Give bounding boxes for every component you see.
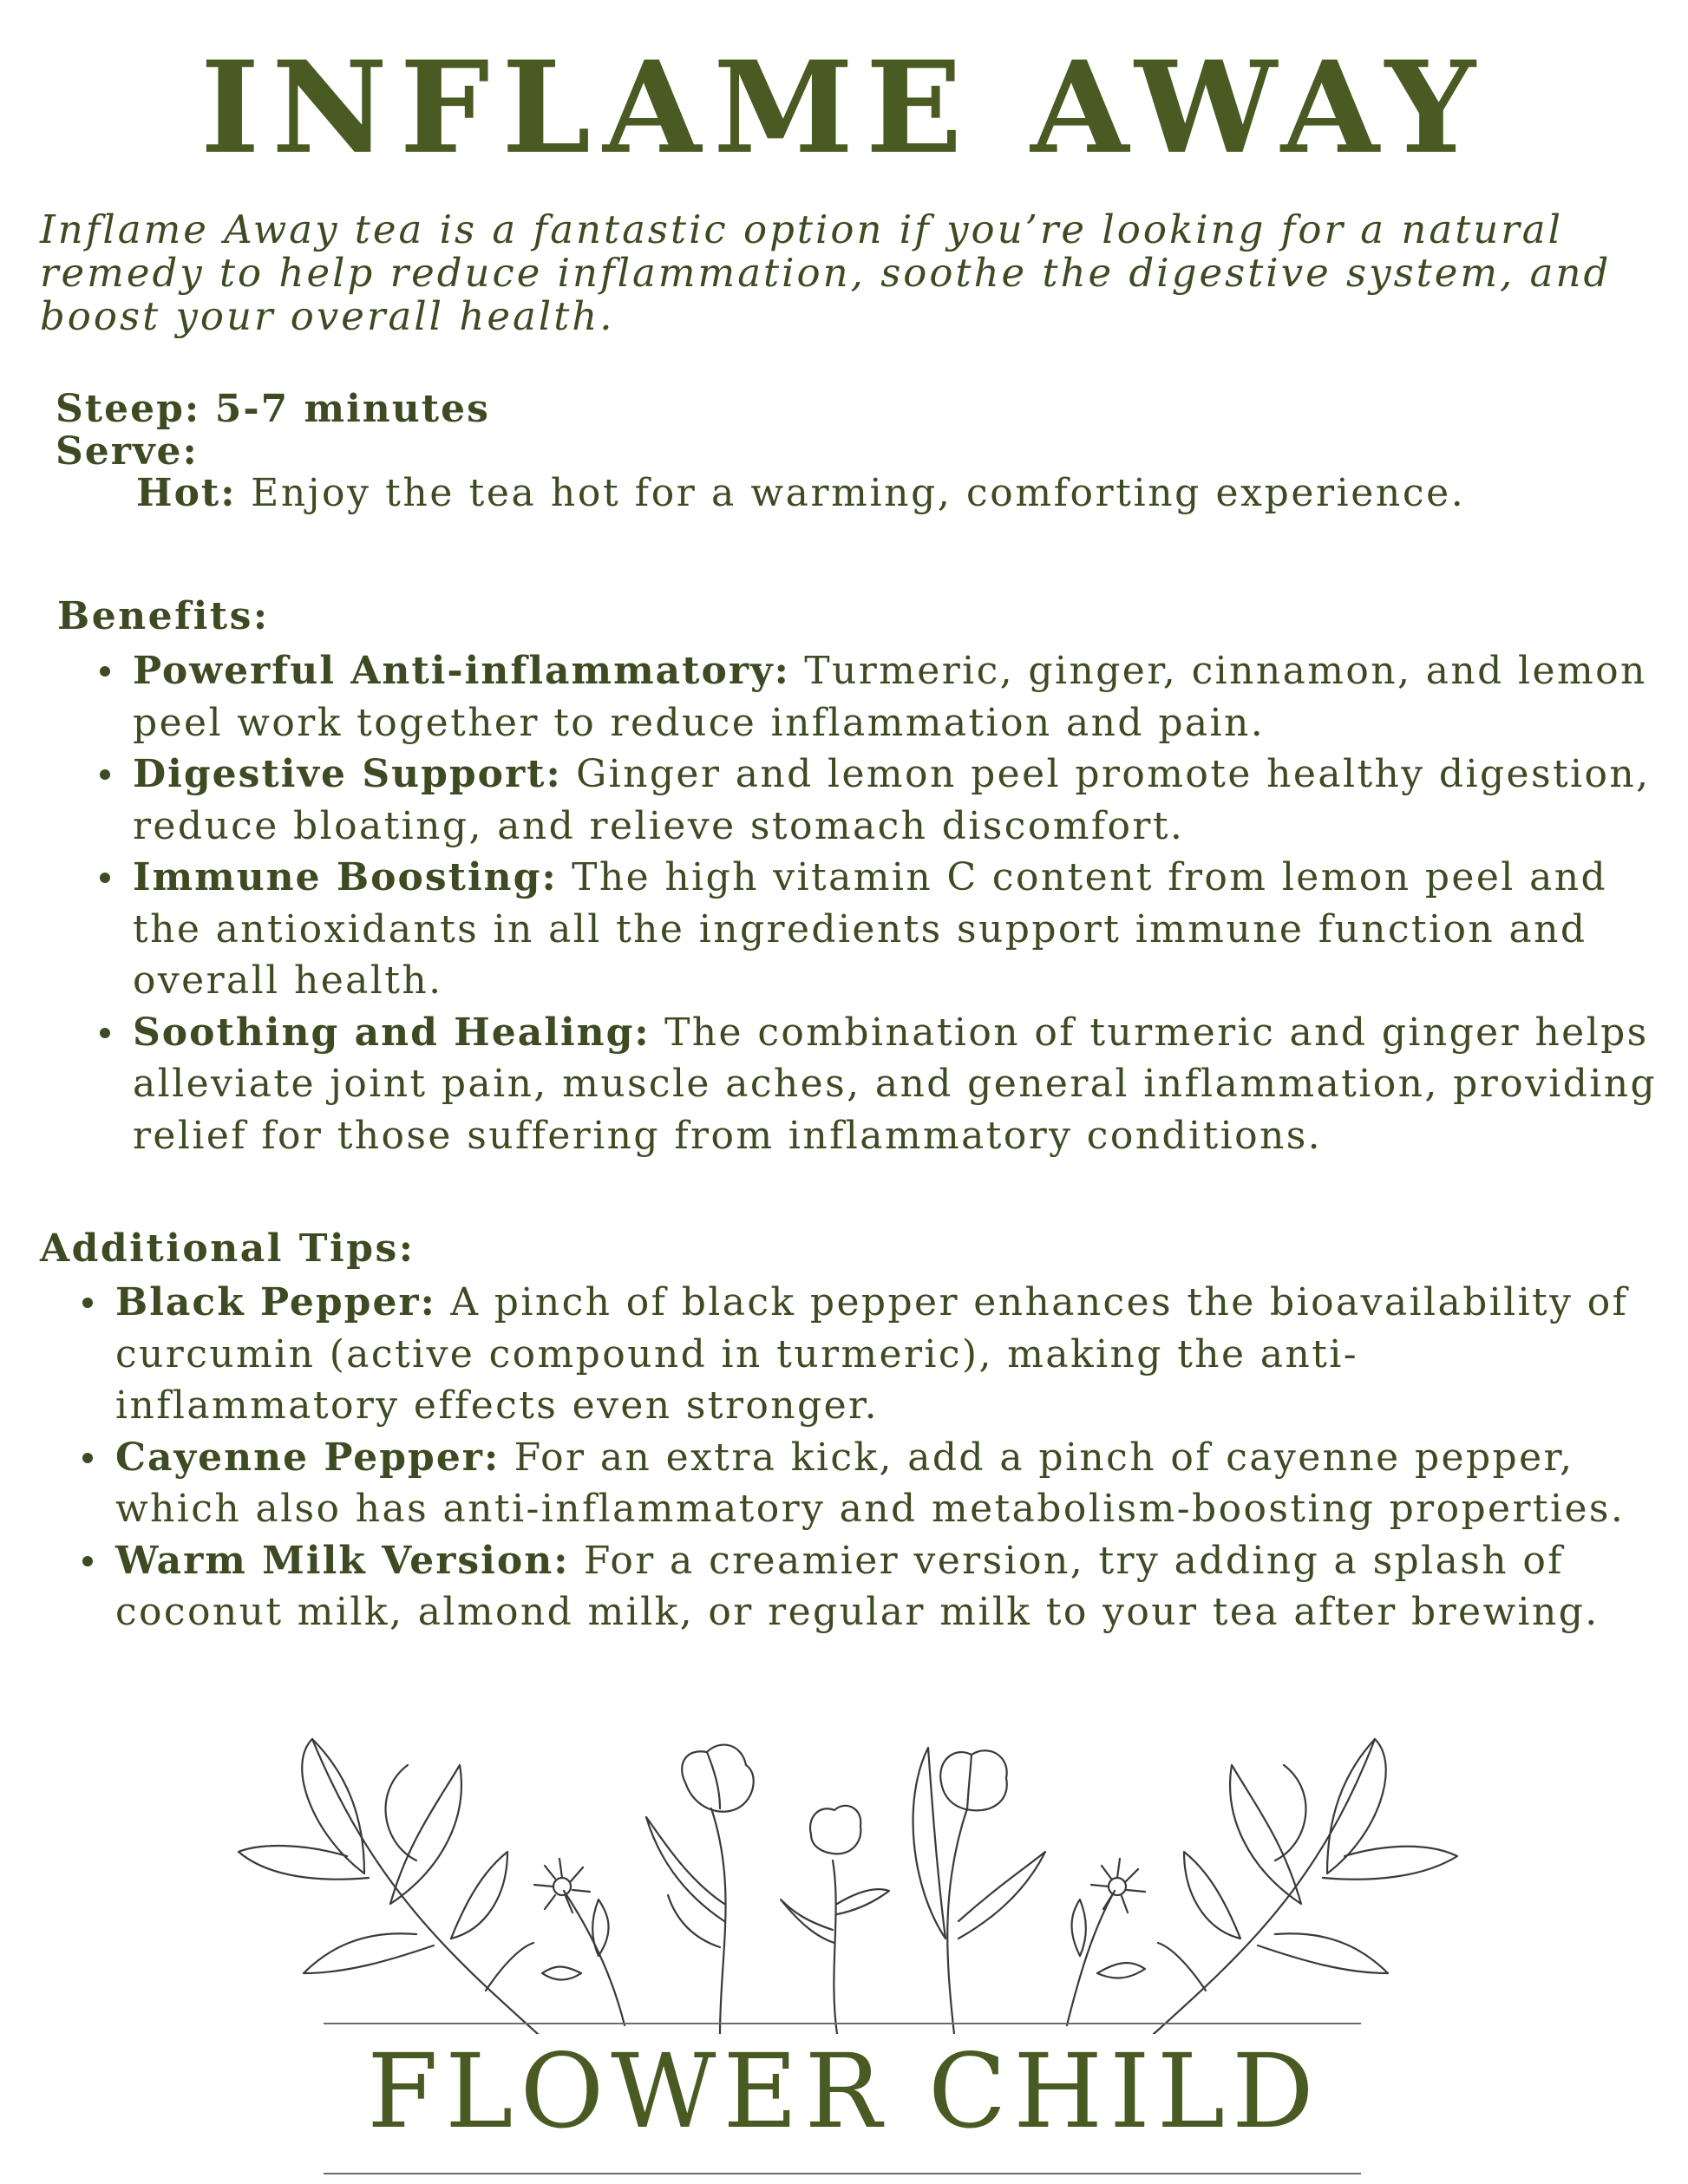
tips-heading: Additional Tips:	[40, 1226, 415, 1271]
benefit-label: Digestive Support:	[133, 752, 562, 796]
brand-bottom-rule	[324, 2173, 1361, 2174]
benefit-text: The combination of turmeric and ginger helps alleviate joint pain, muscle aches, and general inflammation, providing relief for those suffering from inflammatory conditions.	[133, 1010, 1658, 1158]
serve-hot-text: Enjoy the tea hot for a warming, comforting experience.	[251, 471, 1466, 515]
left-tulip-icon	[646, 1745, 754, 2034]
left-daisy-icon	[534, 1859, 625, 2025]
right-daisy-icon	[1067, 1859, 1145, 2025]
page-title: INFLAME AWAY	[200, 34, 1488, 182]
benefit-label: Immune Boosting:	[133, 855, 558, 899]
serve-label: Serve:	[56, 429, 199, 474]
benefit-item	[133, 852, 1659, 1007]
right-branch-icon	[1154, 1739, 1457, 2034]
tip-item	[115, 1277, 1642, 1432]
benefit-text: The high vitamin C content from lemon peel and the antioxidants in all the ingredients support immune function and overall health.	[133, 855, 1608, 1003]
tip-text: A pinch of black pepper enhances the bioavailability of curcumin (active compound in turmeric), making the anti-inflammatory effects even stronger.	[115, 1280, 1629, 1428]
serve-hot-label: Hot:	[136, 471, 237, 515]
benefit-label: Powerful Anti-inflammatory:	[133, 649, 790, 693]
benefit-text: Turmeric, ginger, cinnamon, and lemon peel work together to reduce inflammation and pain.	[133, 649, 1647, 745]
tip-label: Warm Milk Version:	[115, 1538, 570, 1583]
tip-item	[115, 1432, 1642, 1535]
brand-name: FLOWER CHILD	[367, 2031, 1321, 2151]
benefits-list	[133, 645, 1659, 1161]
benefit-item	[133, 749, 1659, 852]
tip-item	[115, 1535, 1642, 1638]
tip-text: For an extra kick, add a pinch of cayenne pepper, which also has anti-inflammatory and metabolism-boosting properties.	[115, 1435, 1626, 1531]
tips-list	[115, 1277, 1642, 1638]
center-tulip-icon	[781, 1806, 889, 2034]
benefits-heading: Benefits:	[57, 594, 270, 638]
intro-text: Inflame Away tea is a fantastic option if you’re looking for a natural remedy to help reduce inflammation, soothe the digestive system, and boost your overall health.	[40, 206, 1612, 339]
tip-label: Cayenne Pepper:	[115, 1435, 501, 1480]
tip-text: For a creamier version, try adding a splash of coconut milk, almond milk, or regular milk to your tea after brewing.	[115, 1538, 1600, 1634]
right-tulip-icon	[913, 1748, 1045, 2034]
benefit-text: Ginger and lemon peel promote healthy digestion, reduce bloating, and relieve stomach discomfort.	[133, 752, 1651, 848]
left-branch-icon	[239, 1739, 538, 2034]
serve-line	[56, 430, 199, 474]
floral-illustration	[0, 1713, 1688, 2034]
steep-label: Steep:	[56, 387, 201, 431]
brand-top-rule	[324, 2023, 1361, 2024]
serve-hot-line	[136, 472, 1465, 515]
tip-label: Black Pepper:	[115, 1280, 436, 1324]
benefit-item	[133, 645, 1659, 749]
steep-value: 5-7 minutes	[214, 387, 490, 431]
benefit-label: Soothing and Healing:	[133, 1010, 651, 1055]
steep-line	[56, 388, 490, 431]
benefit-item	[133, 1007, 1659, 1162]
